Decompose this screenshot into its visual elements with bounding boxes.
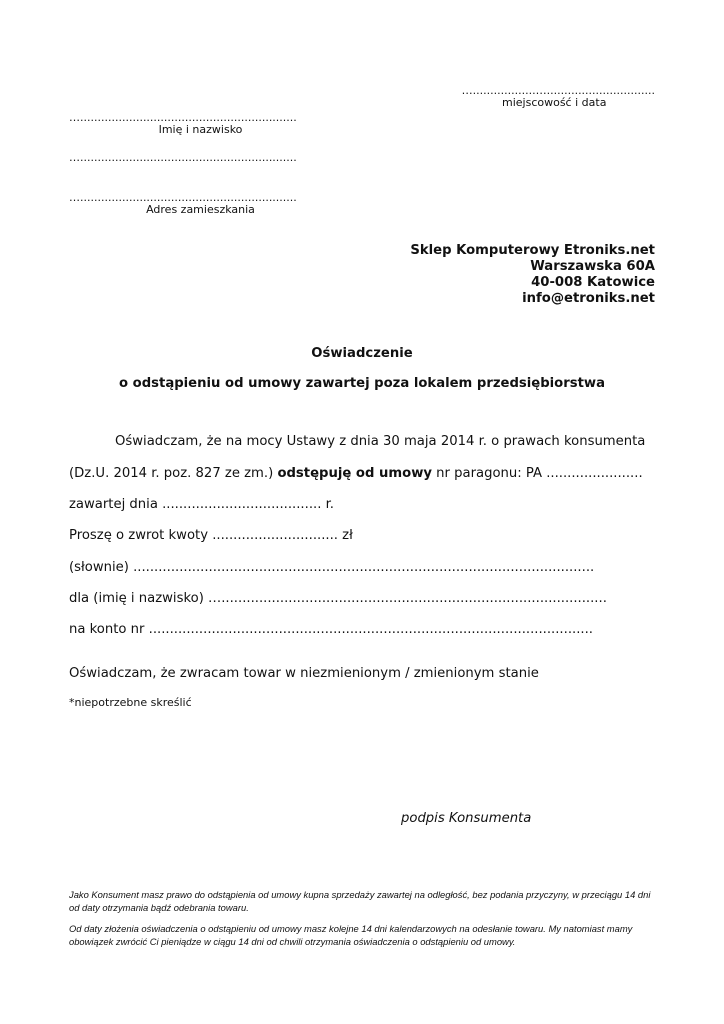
refund-amount-line: Proszę o zwrot kwoty .............................. zł (69, 528, 353, 543)
recipient-line-1: Sklep Komputerowy Etroniks.net (410, 243, 655, 258)
payee-name-line: dla (imię i nazwisko) …............................................................................................ (69, 591, 607, 606)
footnote: *niepotrzebne skreślić (69, 696, 192, 709)
document-title: Oświadczenie (311, 346, 413, 361)
recipient-block (410, 243, 655, 307)
address-label: Adres zamieszkania (146, 203, 255, 216)
body-line-2 (69, 466, 643, 481)
place-date-dots: …..................…............................... (461, 84, 655, 97)
footer-note-1: Jako Konsument masz prawo do odstąpienia od umowy kupna sprzedaży zawartej na odległość, bez podania przyczyny, w przeciągu 14 dni od daty otrzymania bądź odebrania towaru. (69, 889, 651, 913)
document-subtitle: o odstąpieniu od umowy zawartej poza lokalem przedsiębiorstwa (119, 376, 605, 391)
recipient-line-4: info@etroniks.net (522, 291, 655, 306)
amount-in-words-line: (słownie) .............................................................................................................. (69, 560, 595, 575)
footer-note-2: Od daty złożenia oświadczenia o odstąpieniu od umowy masz kolejne 14 dni kalendarzowych na odesłanie towaru. My natomiast mamy obowiązek zwrócić Ci pieniądze w ciągu 14 dni od chwili otrzymania oświadczenia o odstąpieniu od umowy. (69, 923, 633, 947)
signature-label: podpis Konsumenta (401, 811, 532, 826)
body-line-2-pre: (Dz.U. 2014 r. poz. 827 ze zm.) (69, 466, 278, 481)
recipient-line-3: 40-008 Katowice (531, 275, 655, 290)
body-line-1: Oświadczam, że na mocy Ustawy z dnia 30 maja 2014 r. o prawach konsumenta (115, 434, 646, 449)
place-date-label: miejscowość i data (502, 96, 607, 109)
withdraw-emphasis: odstępuję od umowy (277, 466, 432, 481)
body-line-2-post: nr paragonu: PA ....................... (431, 466, 643, 481)
goods-condition-statement: Oświadczam, że zwracam towar w niezmienionym / zmienionym stanie (69, 666, 539, 681)
name-dots: ….............................................................. (69, 111, 297, 124)
account-number-line: na konto nr .......................................................................................................... (69, 622, 593, 637)
contract-date-line: zawartej dnia ...................................... r. (69, 497, 334, 512)
address-dots: ….............................................................. (69, 191, 297, 204)
sender-line2-dots: ….............................................................. (69, 151, 297, 164)
name-label: Imię i nazwisko (158, 123, 243, 136)
recipient-line-2: Warszawska 60A (530, 259, 655, 274)
